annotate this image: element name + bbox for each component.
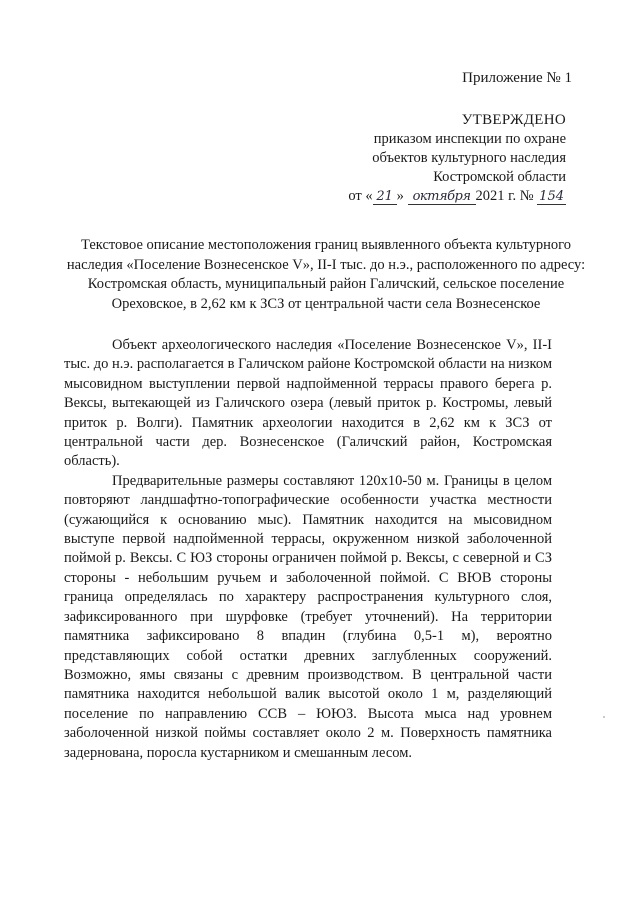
approval-line-3: Костромской области <box>433 169 566 185</box>
paragraph-1: Объект археологического наследия «Поселение Вознесенское V», II-I тыс. до н.э. располагается в Галичском районе Костромской области на низком мысовидном выступлении первой надпойменной террасы правого берега р. Вексы, вытекающей из Галичского озера (левый приток р. Костромы, левый приток р. Волги). Памятник археологии находится в 2,62 км к ЗСЗ от центральной части дер. Вознесенское (Галичский район, Костромская область). <box>64 337 552 470</box>
date-year: 2021 г. № <box>475 188 534 204</box>
date-prefix: от « <box>348 188 373 204</box>
approval-heading: УТВЕРЖДЕНО <box>461 112 566 128</box>
document-body <box>64 336 552 763</box>
approval-line-2: объектов культурного наследия <box>372 150 566 166</box>
appendix-label: Приложение № 1 <box>462 70 572 86</box>
scan-speck <box>603 716 605 718</box>
handwritten-order-number: 154 <box>539 189 564 204</box>
approval-line-1: приказом инспекции по охране <box>373 131 566 147</box>
date-mid: » <box>396 188 404 204</box>
handwritten-day: 21 <box>373 190 397 205</box>
approval-block <box>326 111 566 206</box>
document-title: Текстовое описание местоположения границ выявленного объекта культурного наследия «Поселение Вознесенское V», II-I тыс. до н.э., расположенного по адресу: Костромская область, муниципальный район Галичский, сельское поселение Ореховское, в 2,62 км к ЗСЗ от центральной части села Вознесенское <box>66 237 586 312</box>
handwritten-month: октября <box>408 190 476 205</box>
paragraph-2: Предварительные размеры составляют 120х10-50 м. Границы в целом повторяют ландшафтно-топографические особенности участка местности (сужающийся к основанию мыс). Памятник находится на мысовидном выступе первой надпойменной террасы, окруженном низкой заболоченной поймой р. Вексы. С ЮЗ стороны ограничен поймой р. Вексы, с северной и СЗ стороны - небольшим ручьем и заболоченной поймой. С ВЮВ стороны граница определялась по характеру распространения культурного слоя, зафиксированного при шурфовке (требует уточнений). На территории памятника зафиксировано 8 впадин (глубина 0,5-1 м), вероятно представляющих собой остатки древних заглубленных сооружений. Возможно, ямы связаны с древним производством. В центральной части памятника находится небольшой валик высотой около 1 м, разделяющий поселение по направлению ССВ – ЮЮЗ. Высота мыса над уровнем заболоченной низкой поймы составляет около 2 м. Поверхность памятника задернована, поросла кустарником и смешанным лесом. <box>64 472 552 761</box>
approval-date-line <box>326 187 566 206</box>
